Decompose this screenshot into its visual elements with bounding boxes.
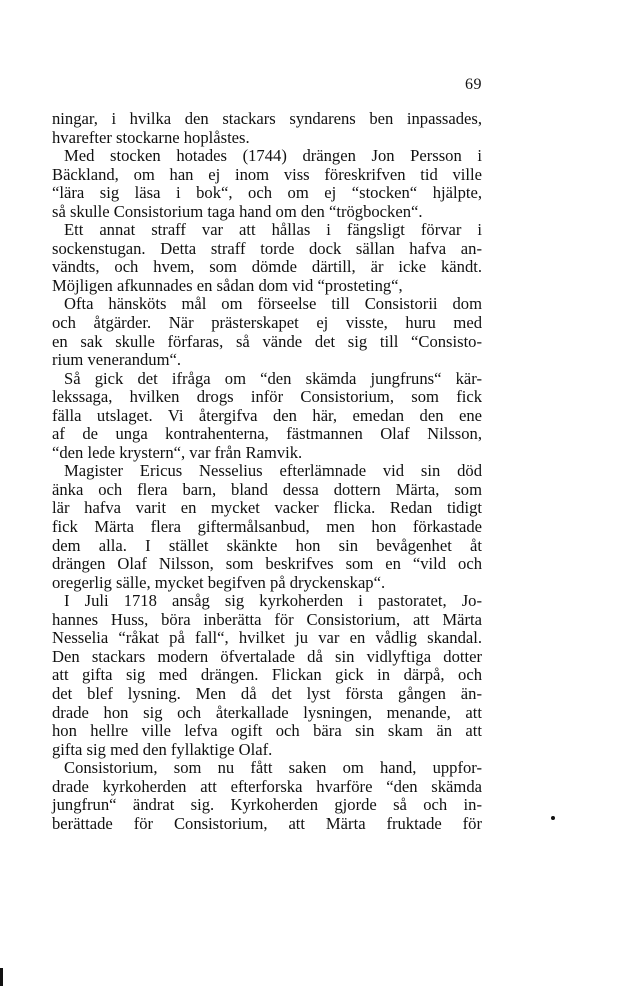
text-line: dem alla. I stället skänkte hon sin bevågenhet åt bbox=[52, 535, 482, 555]
text-line: Ett annat straff var att hållas i fängsligt förvar i bbox=[64, 220, 482, 240]
text-line: vändts, och hvem, som dömde därtill, är icke kändt. bbox=[52, 257, 482, 277]
text-line: Consistorium, som nu fått saken om hand, uppfor- bbox=[64, 758, 482, 778]
text-line: Möjligen afkunnades en sådan dom vid “prosteting“, bbox=[52, 275, 403, 295]
text-line: Så gick det ifråga om “den skämda jungfruns“ kär- bbox=[64, 368, 482, 388]
text-line: oregerlig sälle, mycket begifven på dryckenskap“. bbox=[52, 572, 386, 592]
text-line: sockenstugan. Detta straff torde dock sällan hafva an- bbox=[52, 238, 482, 258]
text-line: lekssaga, hvilken drogs inför Consistorium, som fick bbox=[52, 387, 482, 407]
text-line: drade kyrkoherden att efterforska hvarföre “den skämda bbox=[52, 776, 482, 796]
text-line: Nesselia “råkat på fall“, hvilket ju var en vådlig skandal. bbox=[52, 628, 482, 648]
text-line: fälla utslaget. Vi återgifva den här, emedan den ene bbox=[52, 405, 482, 425]
text-line: af de unga kontrahenterna, fästmannen Olaf Nilsson, bbox=[52, 424, 482, 444]
text-line: jungfrun“ ändrat sig. Kyrkoherden gjorde så och in- bbox=[52, 795, 482, 815]
page-number: 69 bbox=[465, 76, 482, 93]
text-line: gifta sig med den fyllaktige Olaf. bbox=[52, 739, 273, 759]
text-line: Bäckland, om han ej inom viss föreskrifven tid ville bbox=[52, 164, 482, 184]
page-corner-mark bbox=[0, 968, 3, 986]
text-line: drängen Olaf Nilsson, som beskrifves som en “vild och bbox=[52, 554, 482, 574]
text-line: fick Märta flera giftermålsanbud, men hon förkastade bbox=[52, 517, 482, 537]
text-line: det blef lysning. Men då det lyst första gången än- bbox=[52, 683, 482, 703]
text-line: I Juli 1718 ansåg sig kyrkoherden i pastoratet, Jo- bbox=[64, 591, 482, 611]
text-line: så skulle Consistorium taga hand om den “trögbocken“. bbox=[52, 201, 423, 221]
text-line: och åtgärder. När prästerskapet ej visste, huru med bbox=[52, 313, 482, 333]
text-line: Den stackars modern öfvertalade då sin vidlyftiga dotter bbox=[52, 646, 482, 666]
text-line: Med stocken hotades (1744) drängen Jon Persson i bbox=[64, 146, 482, 166]
margin-dot bbox=[551, 816, 555, 820]
text-line: lär hafva varit en mycket vacker flicka. Redan tidigt bbox=[52, 498, 482, 518]
text-line: drade hon sig och återkallade lysningen, menande, att bbox=[52, 702, 482, 722]
text-line: rium venerandum“. bbox=[52, 350, 182, 370]
text-line: hon hellre ville lefva ogift och bära sin skam än att bbox=[52, 721, 482, 741]
text-line: hannes Huss, böra inberätta för Consistorium, att Märta bbox=[52, 609, 482, 629]
text-line: hvarefter stockarne hoplåstes. bbox=[52, 127, 250, 147]
text-line: “den lede krystern“, var från Ramvik. bbox=[52, 442, 303, 462]
text-line: ningar, i hvilka den stackars syndarens ben inpassades, bbox=[52, 109, 482, 128]
text-line: en sak skulle förfaras, så vände det sig till “Consisto- bbox=[52, 331, 482, 351]
text-line: “lära sig läsa i bok“, och om ej “stocken“ hjälpte, bbox=[52, 183, 482, 203]
text-line: Ofta hänsköts mål om förseelse till Consistorii dom bbox=[64, 294, 482, 314]
text-line: berättade för Consistorium, att Märta fruktade för bbox=[52, 813, 482, 833]
text-line: änka och flera barn, bland dessa dottern Märta, som bbox=[52, 479, 482, 499]
text-line: Magister Ericus Nesselius efterlämnade vid sin död bbox=[64, 461, 482, 481]
body-text bbox=[52, 110, 482, 833]
text-line: att gifta sig med drängen. Flickan gick in därpå, och bbox=[52, 665, 482, 685]
